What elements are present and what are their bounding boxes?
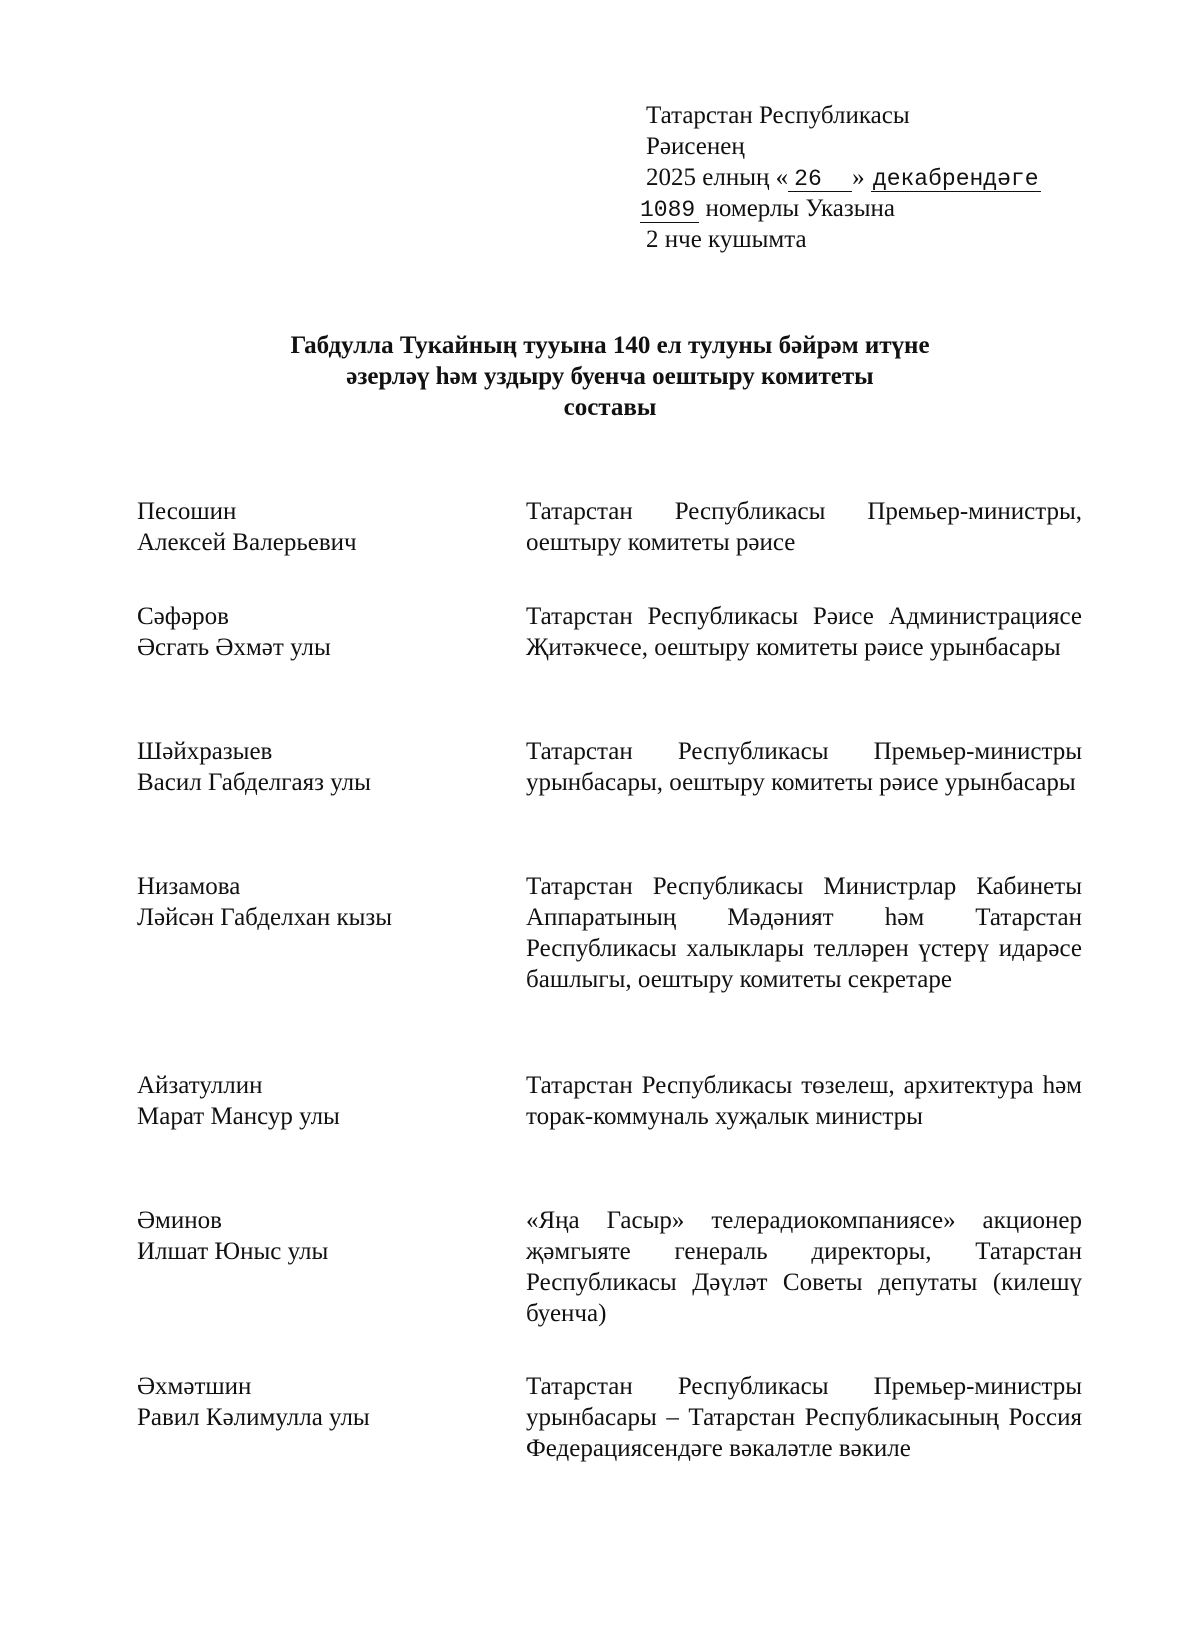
member-surname: Айзатуллин	[137, 1072, 263, 1099]
member-role: Татарстан Республикасы Премьер-министры урынбасары – Татарстан Республикасының Россия Федерациясендәге вәкаләтле вәкиле	[526, 1373, 1082, 1462]
decree-number: 1089	[640, 198, 699, 223]
title-line-1: Габдулла Тукайның тууына 140 ел тулуны бәйрәм итүне	[290, 332, 930, 359]
header-line-2: Рәисенең	[646, 133, 745, 160]
member-role: Татарстан Республикасы Рәисе Администрациясе Җитәкчесе, оештыру комитеты рәисе урынбасары	[526, 603, 1082, 661]
member-given-name: Ләйсән Габделхан кызы	[137, 904, 393, 931]
member-name	[137, 871, 517, 933]
member-name	[137, 601, 517, 663]
member-surname: Шәйхразыев	[137, 738, 273, 765]
document-title	[150, 330, 1070, 423]
member-name	[137, 1070, 517, 1132]
header-line-5: 2 нче кушымта	[646, 226, 807, 253]
appendix-header	[640, 100, 1041, 255]
member-surname: Әминов	[137, 1207, 222, 1234]
member-surname: Сәфәров	[137, 603, 229, 630]
member-name	[137, 1205, 517, 1267]
member-surname: Низамова	[137, 873, 241, 900]
decree-month: декабрендәге	[872, 166, 1039, 192]
decree-day: 26	[788, 167, 852, 192]
member-name	[137, 736, 517, 798]
header-number-line	[640, 193, 1041, 224]
member-given-name: Марат Мансур улы	[137, 1103, 340, 1130]
member-role: Татарстан Республикасы төзелеш, архитектура һәм торак-коммуналь хуҗалык министры	[526, 1072, 1082, 1130]
header-date-line	[646, 162, 1041, 193]
year-prefix: 2025 елның «	[646, 164, 789, 191]
member-surname: Песошин	[137, 498, 237, 525]
header-line-1: Татарстан Республикасы	[646, 102, 910, 129]
number-suffix: номерлы Указына	[705, 195, 895, 222]
title-line-2: әзерләү һәм уздыру буенча оештыру комитеты	[346, 363, 874, 390]
member-name	[137, 1371, 517, 1433]
member-given-name: Равил Кәлимулла улы	[137, 1404, 370, 1431]
member-role: Татарстан Республикасы Министрлар Кабинеты Аппаратының Мәдәният һәм Татарстан Республикасы халыклары телләрен үстерү идарәсе башлыгы, оештыру комитеты секретаре	[526, 873, 1082, 993]
member-given-name: Васил Габделгаяз улы	[137, 769, 371, 796]
member-name	[137, 496, 517, 558]
member-given-name: Алексей Валерьевич	[137, 529, 357, 556]
member-role: «Яңа Гасыр» телерадиокомпаниясе» акционер җәмгыяте генераль директоры, Татарстан Республикасы Дәүләт Советы депутаты (килешү буенча)	[526, 1207, 1082, 1327]
member-given-name: Әсгать Әхмәт улы	[137, 634, 331, 661]
day-suffix: »	[852, 164, 865, 191]
title-line-3: составы	[563, 394, 657, 421]
member-role: Татарстан Республикасы Премьер-министры урынбасары, оештыру комитеты рәисе урынбасары	[526, 738, 1082, 796]
member-role: Татарстан Республикасы Премьер-министры, оештыру комитеты рәисе	[526, 498, 1082, 556]
member-given-name: Илшат Юныс улы	[137, 1238, 329, 1265]
member-surname: Әхмәтшин	[137, 1373, 252, 1400]
